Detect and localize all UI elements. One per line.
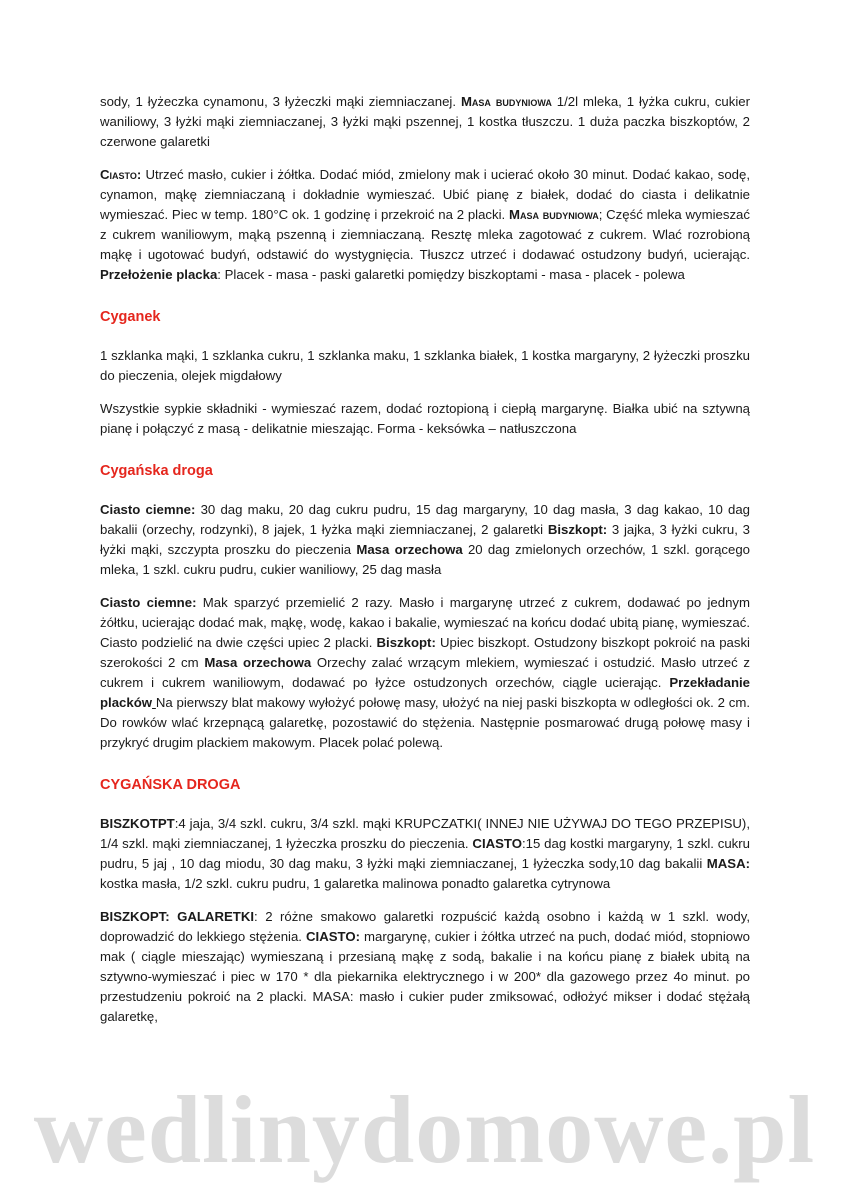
text-run: :4 jaja, 3/4 szkl. cukru, 3/4 szkl. mąki KRUPCZATKI( INNEJ NIE UŻYWAJ DO TEGO PRZEPISU), 1/4 szkl. mąki ziemniaczanej, 1 łyżeczka proszku do pieczenia. [100, 816, 750, 851]
text-run: Ciasto: [100, 167, 142, 182]
text-run: Biszkopt: [376, 635, 436, 650]
text-run: Utrzeć masło, cukier i żółtka. Dodać miód, zmielony mak i ucierać około 30 minut. Dodać kakao, sodę, cynamon, mąkę ziemniaczaną i dokładnie wymieszać. Ubić pianę z białek, dodać do ciasta i delikatnie wymieszać. Piec w temp. 180°C ok. 1 godzinę i przekroić na 2 placki. [100, 167, 750, 222]
text-run: Ciasto ciemne: [100, 502, 196, 517]
text-run: Upiec biszkopt. Ostudzony biszkopt pokroić na paski szerokości 2 cm [100, 635, 750, 670]
text-run: 20 dag zmielonych orzechów, 1 szkl. gorącego mleka, 1 szkl. cukru pudru, cukier waniliowy, 25 dag masła [100, 542, 751, 577]
text-run: margarynę, cukier i żółtka utrzeć na puch, dodać miód, stopniowo mak ( ciągle mieszając) wymieszaną i przesianą mąkę z sodą, bakalie i na końcu pianę z białek ubitą na sztywno-wymieszać i piec w 170 * dla piekarnika elektrycznego i w 200* dla gazowego przez 4o minut. po przestudzeniu pokroić na 2 placki. MASA: masło i cukier puder zmiksować, odłożyć mikser i dodać stężałą galaretkę, [100, 929, 750, 1024]
text-run: :15 dag kostki margaryny, 1 szkl. cukru pudru, 5 jaj , 10 dag miodu, 30 dag maku, 3 łyżki mąki ziemniaczanej, 1 łyżeczka sody,10 dag bakalii [100, 836, 750, 871]
text-run: CIASTO [472, 836, 523, 851]
text-run: 1 szklanka mąki, 1 szklanka cukru, 1 szklanka maku, 1 szklanka białek, 1 kostka margaryny, 2 łyżeczki proszku do pieczenia, olejek migdałowy [100, 348, 750, 383]
text-run: Masa orzechowa [204, 655, 312, 670]
text-run: Masa orzechowa [356, 542, 463, 557]
paragraph [100, 399, 750, 439]
text-run: Mak sparzyć przemielić 2 razy. Masło i margarynę utrzeć z cukrem, dodawać po jednym żółtku, ucierając dodać mak, mąkę, wodę, kakao i bakalie, wymieszać na końcu dodać ubitą pianę, wymieszać. Ciasto podzielić na dwie części upiec 2 placki. [100, 595, 750, 650]
paragraph [100, 92, 750, 152]
section-heading: Cygańska droga [100, 463, 213, 479]
text-run: 30 dag maku, 20 dag cukru pudru, 15 dag margaryny, 10 dag masła, 3 dag kakao, 10 dag bakalii (orzechy, rodzynki), 8 jajek, 1 łyżka mąki ziemniaczanej, 2 galaretki [100, 502, 750, 537]
paragraph [100, 593, 750, 753]
text-run: : 2 różne smakowo galaretki rozpuścić każdą osobno i każdą w 1 szkl. wody, doprowadzić do lekkiego stężenia. [100, 909, 751, 944]
text-run: Przełożenie placka [100, 267, 218, 282]
text-run: Biszkopt: [547, 522, 608, 537]
section-heading: CYGAŃSKA DROGA [100, 777, 241, 793]
paragraph [100, 814, 750, 894]
section-heading: Cyganek [100, 309, 161, 325]
text-run: Masa budyniowa [508, 207, 599, 222]
paragraph [100, 346, 750, 386]
watermark: wedlinydomowe.pl [33, 1076, 816, 1183]
text-run: Ciasto ciemne: [100, 595, 197, 610]
text-run: MASA: [706, 856, 750, 871]
text-run: Masa budyniowa [460, 94, 552, 109]
text-run: 1/2l mleka, 1 łyżka cukru, cukier waniliowy, 3 łyżki mąki ziemniaczanej, 3 łyżki mąki pszennej, 1 kostka tłuszczu. 1 duża paczka biszkoptów, 2 czerwone galaretki [100, 94, 750, 149]
text-run: Na pierwszy blat makowy wyłożyć połowę masy, ułożyć na niej paski biszkopta w odległości ok. 2 cm. Do rowków wlać krzepnącą galaretkę, pozostawić do stężenia. Następnie posmarować drugą połowę masy i przykryć drugim plackiem makowym. Placek polać polewą. [100, 695, 750, 750]
text-run: sody, 1 łyżeczka cynamonu, 3 łyżeczki mąki ziemniaczanej. [100, 94, 461, 109]
text-run: kostka masła, 1/2 szkl. cukru pudru, 1 galaretka malinowa ponadto galaretka cytrynowa [100, 876, 611, 891]
paragraph [100, 500, 750, 580]
document-content [100, 92, 750, 1040]
paragraph [100, 907, 750, 1027]
paragraph [100, 165, 750, 285]
text-run: Orzechy zalać wrzącym mlekiem, wymieszać i ostudzić. Masło utrzeć z cukrem i cukrem waniliowym, dodawać po łyżce ostudzonych orzechów, ciągle ucierając. [100, 655, 750, 690]
text-run: ; Część mleka wymieszać z cukrem waniliowym, mąką pszenną i ziemniaczaną. Resztę mleka zagotować z cukrem. Wlać rozrobioną mąkę i ugotować budyń, odstawić do wystygnięcia. Tłuszcz utrzeć i dodawać ostudzony budyń, ucierając. [100, 207, 750, 262]
text-run: CIASTO: [306, 929, 360, 944]
text-run: : Placek - masa - paski galaretki pomiędzy biszkoptami - masa - placek - polewa [217, 267, 685, 282]
text-run: Przekładanie placków [100, 675, 750, 710]
text-run: Wszystkie sypkie składniki - wymieszać razem, dodać roztopioną i ciepłą margarynę. Białka ubić na sztywną pianę i połączyć z masą - delikatnie mieszając. Forma - keksówka – natłuszczona [100, 401, 750, 436]
text-run: 3 jajka, 3 łyżki cukru, 3 łyżki mąki, szczypta proszku do pieczenia [100, 522, 750, 557]
text-run: BISZKOTPT [100, 816, 175, 831]
text-run: BISZKOPT: GALARETKI [100, 909, 255, 924]
